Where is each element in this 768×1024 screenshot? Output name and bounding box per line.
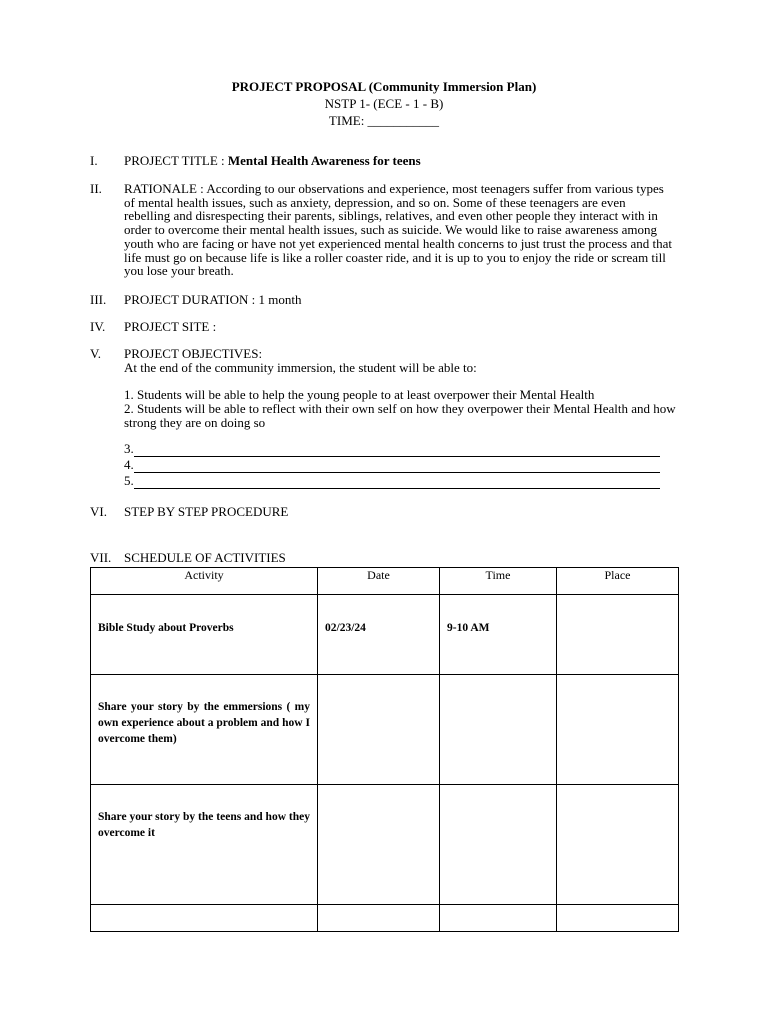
header-activity: Activity [91,568,318,595]
project-title-label: PROJECT TITLE : [124,153,225,168]
duration-text: PROJECT DURATION : 1 month [124,292,302,307]
table-row [91,905,679,932]
date-cell [318,675,440,785]
place-cell [557,905,679,932]
site-text: PROJECT SITE : [124,319,217,334]
time-cell [440,675,557,785]
date-cell: 02/23/24 [318,595,440,675]
section-number: VI. [90,504,107,519]
objectives-label: PROJECT OBJECTIVES: [124,346,263,361]
section-number: VII. [90,550,112,565]
section-number: V. [90,346,101,361]
section-number: II. [90,181,102,196]
objective-item: 2. Students will be able to reflect with their own self on how they overpower their Mental Health and how strong they are on doing so [124,401,676,430]
time-cell: 9-10 AM [440,595,557,675]
section-objectives [90,347,690,497]
table-header-row [91,568,679,595]
course-code: NSTP 1- (ECE - 1 - B) [324,96,444,111]
objective-item: 1. Students will be able to help the young people to at least overpower their Mental Health [124,387,595,403]
project-title-value: Mental Health Awareness for teens [227,153,421,168]
objective-blank-line: 5. [124,474,660,488]
date-cell [318,905,440,932]
activity-cell: Share your story by the emmersions ( my own experience about a problem and how I overcome them) [91,675,318,785]
section-number: IV. [90,319,106,334]
proposal-title: PROJECT PROPOSAL (Community Immersion Plan) [231,79,537,94]
time-cell [440,905,557,932]
place-cell [557,785,679,905]
rationale-text: RATIONALE : According to our observations and experience, most teenagers suffer from various types of mental health issues, such as anxiety, depression, and so on. Some of these teenagers are even rebelling and disrespecting their parents, siblings, relatives, and even other people they interact with in order to overcome their mental health issues, such as suicide. We would like to raise awareness among youth who are facing or have not yet experienced mental health concerns to just trust the process and that life must go on because life is like a roller coaster ride, and it is up to you to enjoy the ride or scream till you lose your breath. [124,181,672,279]
header-place: Place [557,568,679,595]
procedure-text: STEP BY STEP PROCEDURE [124,504,289,519]
header-time: Time [440,568,557,595]
section-number: I. [90,153,98,168]
time-field: TIME: ___________ [328,113,440,128]
schedule-table [90,567,679,932]
objective-blank-line: 4. [124,458,660,472]
objective-blank-line: 3. [124,442,660,456]
schedule-text: SCHEDULE OF ACTIVITIES [124,550,286,565]
table-row [91,675,679,785]
section-number: III. [90,292,107,307]
activity-cell: Share your story by the teens and how they overcome it [91,785,318,905]
objectives-intro: At the end of the community immersion, the student will be able to: [124,359,477,375]
time-cell [440,785,557,905]
place-cell [557,675,679,785]
header-date: Date [318,568,440,595]
document-header [0,78,768,129]
table-row [91,785,679,905]
activity-cell [91,905,318,932]
place-cell [557,595,679,675]
table-row [91,595,679,675]
activity-cell: Bible Study about Proverbs [91,595,318,675]
date-cell [318,785,440,905]
